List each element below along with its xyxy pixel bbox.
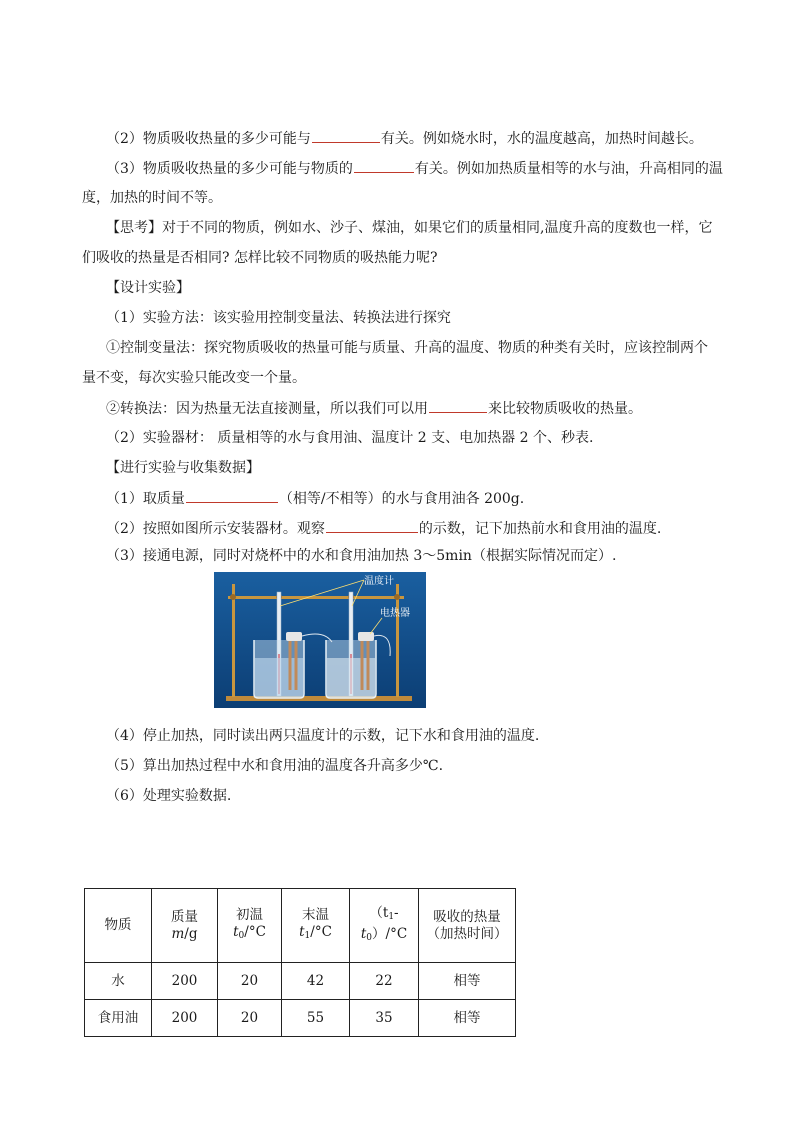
table-row bbox=[85, 1000, 516, 1037]
header-symbol: t bbox=[233, 923, 239, 940]
step-4: （4）停止加热，同时读出两只温度计的示数，记下水和食用油的温度. bbox=[106, 728, 540, 744]
cell-temp-rise: 22 bbox=[350, 963, 419, 1000]
cell-heat: 相等 bbox=[419, 963, 516, 1000]
header-text: 质量 bbox=[171, 908, 198, 925]
step-2 bbox=[106, 518, 746, 539]
header-text: 吸收的热量 bbox=[433, 908, 501, 925]
paragraph-method: （1）实验方法：该实验用控制变量法、转换法进行探究 bbox=[106, 310, 451, 326]
table-row bbox=[85, 963, 516, 1000]
text: （1）取质量 bbox=[106, 491, 185, 507]
text: 有关。例如烧水时，水的温度越高，加热时间越长。 bbox=[380, 131, 703, 147]
paragraph-control-variable: ①控制变量法：探究物质吸收的热量可能与质量、升高的温度、物质的种类有关时，应该控制两个 bbox=[106, 340, 708, 356]
header-symbol: m bbox=[171, 925, 185, 942]
cell-final-temp: 55 bbox=[282, 1000, 350, 1037]
header-subscript: 0 bbox=[238, 930, 245, 941]
heater-left-head bbox=[286, 632, 302, 641]
header-heat-absorbed bbox=[419, 889, 516, 963]
header-unit: /°C bbox=[310, 923, 332, 940]
cell-temp-rise: 35 bbox=[350, 1000, 419, 1037]
fill-blank[interactable] bbox=[326, 518, 418, 533]
fill-blank[interactable] bbox=[186, 488, 278, 503]
cell-mass: 200 bbox=[152, 963, 218, 1000]
header-text: 初温 bbox=[236, 906, 263, 923]
header-symbol: t bbox=[360, 925, 367, 942]
label-heater: 电热器 bbox=[380, 608, 410, 619]
cell-initial-temp: 20 bbox=[218, 963, 282, 1000]
header-text: （加热时间） bbox=[426, 925, 508, 942]
header-mass bbox=[152, 889, 218, 963]
text: （2）物质吸收热量的多少可能与 bbox=[106, 131, 311, 147]
apparatus-figure bbox=[214, 572, 426, 708]
header-text: （t bbox=[369, 904, 389, 921]
figure-background bbox=[214, 572, 426, 708]
fill-blank[interactable] bbox=[312, 128, 380, 143]
paragraph-think: 【思考】对于不同的物质，例如水、沙子、煤油，如果它们的质量相同,温度升高的度数也一样，它 bbox=[106, 220, 713, 236]
label-thermometer: 温度计 bbox=[364, 576, 394, 587]
cell-mass: 200 bbox=[152, 1000, 218, 1037]
step-1 bbox=[106, 488, 746, 509]
header-unit: /°C bbox=[244, 923, 266, 940]
table-header-row bbox=[85, 889, 516, 963]
header-initial-temp bbox=[218, 889, 282, 963]
cell-initial-temp: 20 bbox=[218, 1000, 282, 1037]
stand-rod-right bbox=[396, 584, 399, 697]
text: （相等/不相等）的水与食用油各 200g. bbox=[278, 491, 525, 507]
section-heading-design: 【设计实验】 bbox=[106, 280, 190, 296]
paragraph-hypothesis-3 bbox=[106, 158, 746, 179]
stand-crossbar bbox=[228, 596, 404, 599]
clamp bbox=[230, 594, 236, 600]
cell-final-temp: 42 bbox=[282, 963, 350, 1000]
paragraph-conversion bbox=[106, 398, 746, 419]
header-subscript: 0 bbox=[366, 932, 373, 943]
step-5: （5）算出加热过程中水和食用油的温度各升高多少℃. bbox=[106, 758, 444, 774]
header-subscript: 1 bbox=[304, 930, 311, 941]
paragraph-think-cont: 们吸收的热量是否相同? 怎样比较不同物质的吸热能力呢? bbox=[82, 250, 438, 266]
step-6: （6）处理实验数据. bbox=[106, 788, 232, 804]
text: （3）物质吸收热量的多少可能与物质的 bbox=[106, 161, 353, 177]
paragraph-control-variable-cont: 量不变，每次实验只能改变一个量。 bbox=[82, 370, 306, 386]
paragraph-equipment: （2）实验器材： 质量相等的水与食用油、温度计 2 支、电加热器 2 个、秒表. bbox=[106, 430, 594, 446]
step-3: （3）接通电源，同时对烧杯中的水和食用油加热 3～5min（根据实际情况而定）. bbox=[106, 548, 617, 564]
paragraph-hypothesis-3-cont: 度，加热的时间不等。 bbox=[82, 190, 222, 206]
text: 来比较物质吸收的热量。 bbox=[488, 401, 642, 417]
data-table bbox=[84, 888, 516, 1037]
header-symbol: t bbox=[299, 923, 305, 940]
header-text: - bbox=[394, 904, 399, 921]
header-temp-rise bbox=[350, 889, 419, 963]
header-substance: 物质 bbox=[85, 889, 152, 963]
text: （2）按照如图所示安装器材。观察 bbox=[106, 521, 325, 537]
header-unit: ）/°C bbox=[372, 925, 408, 942]
clamp bbox=[394, 594, 400, 600]
header-text: 末温 bbox=[302, 906, 329, 923]
section-heading-collect: 【进行实验与收集数据】 bbox=[106, 460, 260, 476]
stand-rod-left bbox=[232, 584, 235, 697]
heater-right-head bbox=[358, 632, 374, 641]
cell-substance: 水 bbox=[85, 963, 152, 1000]
header-final-temp bbox=[282, 889, 350, 963]
header-unit: /g bbox=[184, 925, 198, 942]
fill-blank[interactable] bbox=[429, 398, 487, 413]
text: 有关。例如加热质量相等的水与油，升高相同的温 bbox=[414, 161, 723, 177]
cell-substance: 食用油 bbox=[85, 1000, 152, 1037]
fill-blank[interactable] bbox=[354, 158, 414, 173]
paragraph-hypothesis-2 bbox=[106, 128, 746, 149]
cell-heat: 相等 bbox=[419, 1000, 516, 1037]
text: 的示数，记下加热前水和食用油的温度. bbox=[418, 521, 662, 537]
text: ②转换法：因为热量无法直接测量，所以我们可以用 bbox=[106, 401, 428, 417]
header-subscript: 1 bbox=[388, 911, 395, 922]
